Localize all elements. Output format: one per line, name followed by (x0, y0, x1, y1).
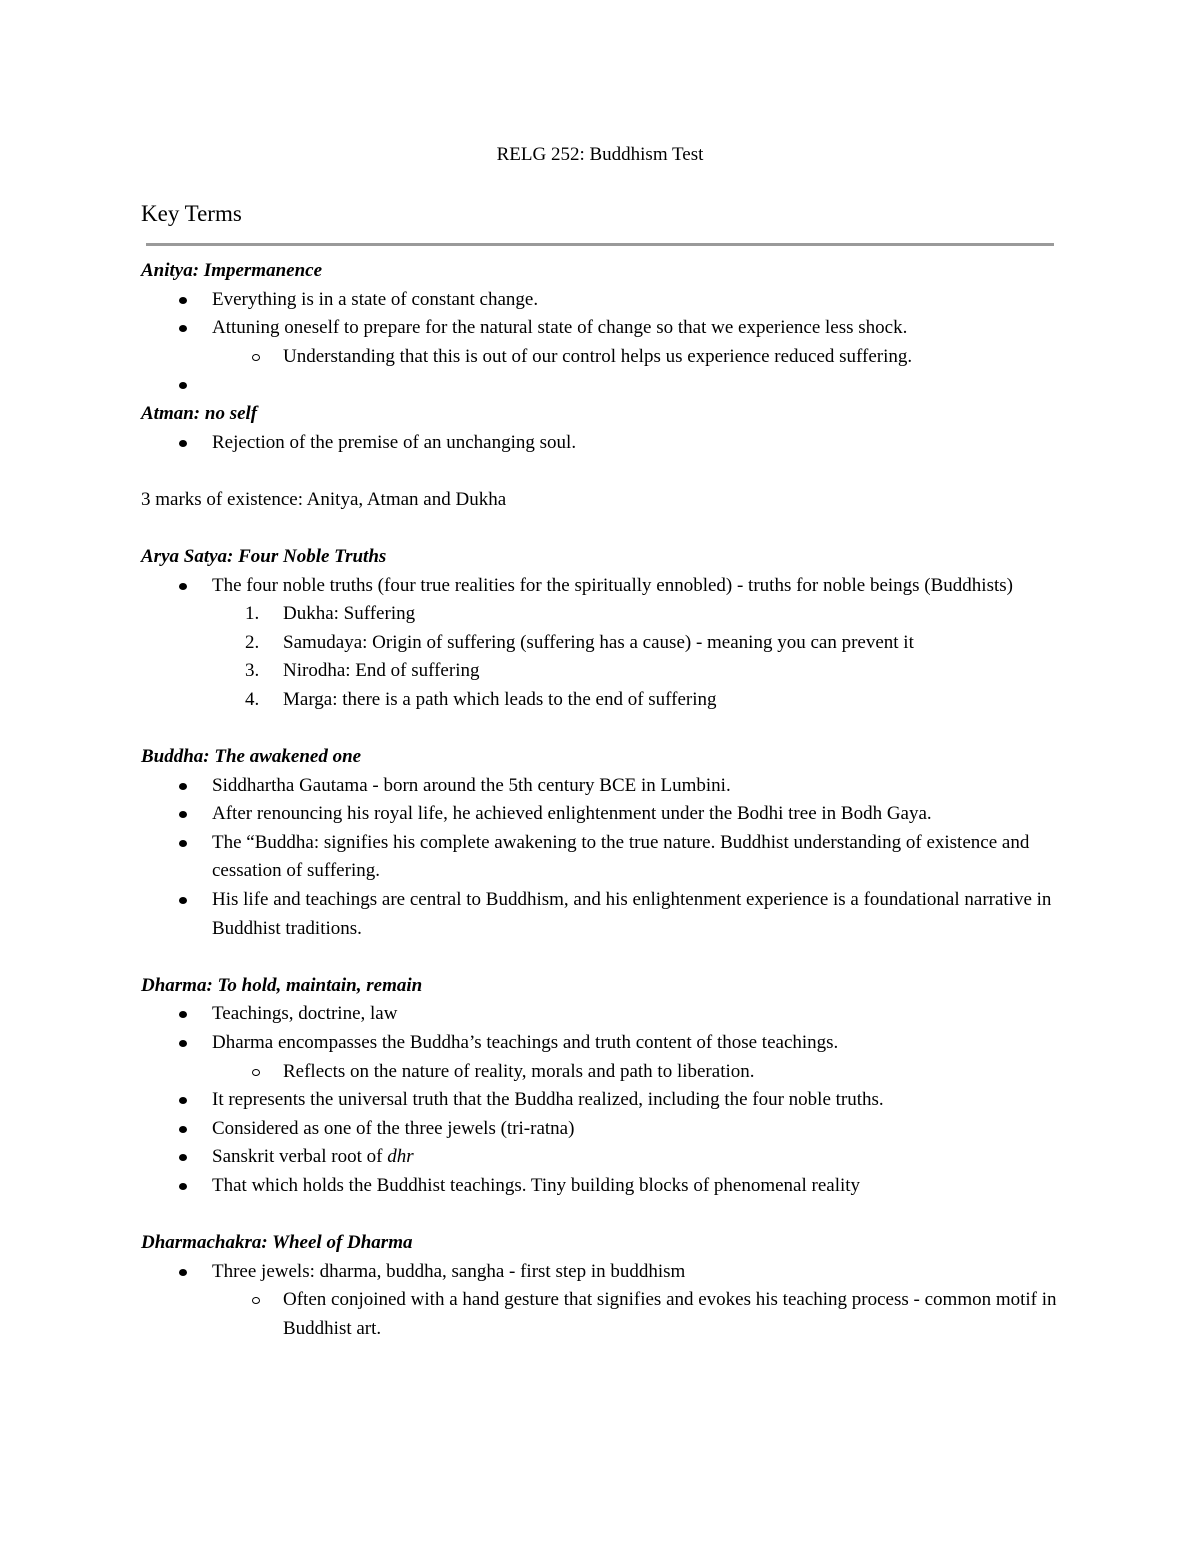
list-item-text: The four noble truths (four true realities for the spiritually ennobled) - truths for noble beings (Buddhists) (212, 574, 1013, 596)
list-item-text: Three jewels: dharma, buddha, sangha - first step in buddhism (212, 1260, 686, 1282)
dharma-list (141, 1000, 1061, 1200)
list-item (141, 286, 1061, 315)
noble-truths-list (141, 600, 1061, 714)
list-item (141, 1143, 1061, 1172)
numbered-item (141, 657, 1061, 686)
term-atman: Atman: no self (141, 402, 258, 424)
list-item-text: Reflects on the nature of reality, morals and path to liberation. (283, 1060, 755, 1082)
atman-list (141, 429, 1061, 458)
term-arya-satya: Arya Satya: Four Noble Truths (141, 545, 387, 567)
sub-list-item (141, 1286, 1061, 1343)
bullet-icon (179, 325, 187, 332)
spacer (141, 1201, 1061, 1230)
list-item-text: After renouncing his royal life, he achieved enlightenment under the Bodhi tree in Bodh Gaya. (212, 803, 932, 825)
numbered-item (141, 629, 1061, 658)
spacer (141, 514, 1061, 543)
list-item (141, 1000, 1061, 1029)
list-item-text: Siddhartha Gautama - born around the 5th century BCE in Lumbini. (212, 774, 731, 796)
list-item-text: Understanding that this is out of our control helps us experience reduced suffering. (283, 345, 913, 367)
anitya-list (141, 286, 1061, 400)
list-item-text: Often conjoined with a hand gesture that signifies and evokes his teaching process - common motif in Buddhist art. (283, 1289, 1057, 1339)
list-item-text: Teachings, doctrine, law (212, 1003, 398, 1025)
list-item (141, 314, 1061, 343)
bullet-icon (179, 897, 187, 904)
list-item (141, 429, 1061, 458)
sub-list-item (141, 343, 1061, 372)
list-item (141, 800, 1061, 829)
list-item-text: Rejection of the premise of an unchanging soul. (212, 431, 577, 453)
item-number: 4. (245, 688, 260, 710)
list-item (141, 572, 1061, 601)
term-dharmachakra: Dharmachakra: Wheel of Dharma (141, 1232, 413, 1254)
list-item-text: Dukha: Suffering (283, 603, 416, 625)
marks-of-existence: 3 marks of existence: Anitya, Atman and Dukha (141, 488, 507, 510)
bullet-icon (179, 1183, 187, 1190)
list-item (141, 1172, 1061, 1201)
hollow-bullet-icon (252, 1069, 260, 1076)
list-item-text: Dharma encompasses the Buddha’s teachings and truth content of those teachings. (212, 1032, 839, 1054)
document-body (141, 257, 1061, 1344)
list-item-text: It represents the universal truth that the Buddha realized, including the four noble truths. (212, 1089, 884, 1111)
spacer (141, 943, 1061, 972)
list-item (141, 772, 1061, 801)
bullet-icon (179, 382, 187, 389)
bullet-icon (179, 1097, 187, 1104)
list-item-text: Nirodha: End of suffering (283, 660, 480, 682)
item-number: 1. (245, 603, 260, 625)
hollow-bullet-icon (252, 354, 260, 361)
list-item (141, 1029, 1061, 1058)
item-number: 2. (245, 631, 260, 653)
list-item (141, 1258, 1061, 1287)
term-dharma: Dharma: To hold, maintain, remain (141, 974, 423, 996)
bullet-icon (179, 440, 187, 447)
list-item-text: His life and teachings are central to Buddhism, and his enlightenment experience is a foundational narrative in Buddhist traditions. (212, 889, 1052, 939)
numbered-item (141, 686, 1061, 715)
list-item-text: Considered as one of the three jewels (tri-ratna) (212, 1117, 575, 1139)
list-item (141, 886, 1061, 943)
numbered-item (141, 600, 1061, 629)
bullet-icon (179, 1040, 187, 1047)
list-item-text: Everything is in a state of constant change. (212, 288, 539, 310)
list-item (141, 1086, 1061, 1115)
sanskrit-root-word: dhr (387, 1146, 414, 1168)
bullet-icon (179, 1011, 187, 1018)
bullet-icon (179, 583, 187, 590)
sub-list-item (141, 1058, 1061, 1087)
document-title: RELG 252: Buddhism Test (496, 144, 704, 165)
section-heading-key-terms: Key Terms (141, 201, 242, 226)
item-number: 3. (245, 660, 260, 682)
list-item (141, 1115, 1061, 1144)
arya-satya-list (141, 572, 1061, 601)
horizontal-rule (146, 243, 1054, 246)
term-buddha: Buddha: The awakened one (141, 746, 362, 768)
list-item-text: Sanskrit verbal root of (212, 1146, 388, 1168)
buddha-list (141, 772, 1061, 944)
bullet-icon (179, 783, 187, 790)
list-item-text: The “Buddha: signifies his complete awakening to the true nature. Buddhist understanding of existence and cessation of suffering. (212, 831, 1030, 882)
hollow-bullet-icon (252, 1297, 260, 1304)
bullet-icon (179, 811, 187, 818)
bullet-icon (179, 840, 187, 847)
spacer (141, 457, 1061, 486)
term-anitya: Anitya: Impermanence (141, 260, 323, 281)
list-item-text: Marga: there is a path which leads to the end of suffering (283, 688, 717, 710)
list-item-text: Samudaya: Origin of suffering (suffering has a cause) - meaning you can prevent it (283, 631, 914, 653)
bullet-icon (179, 1154, 187, 1161)
list-item-text: That which holds the Buddhist teachings. Tiny building blocks of phenomenal reality (212, 1175, 861, 1196)
spacer (141, 715, 1061, 744)
dharmachakra-list (141, 1258, 1061, 1344)
bullet-icon (179, 297, 187, 304)
list-item (141, 829, 1061, 886)
list-item-text: Attuning oneself to prepare for the natural state of change so that we experience less shock. (212, 317, 908, 339)
bullet-icon (179, 1269, 187, 1276)
list-item-empty (141, 371, 1061, 400)
bullet-icon (179, 1126, 187, 1133)
